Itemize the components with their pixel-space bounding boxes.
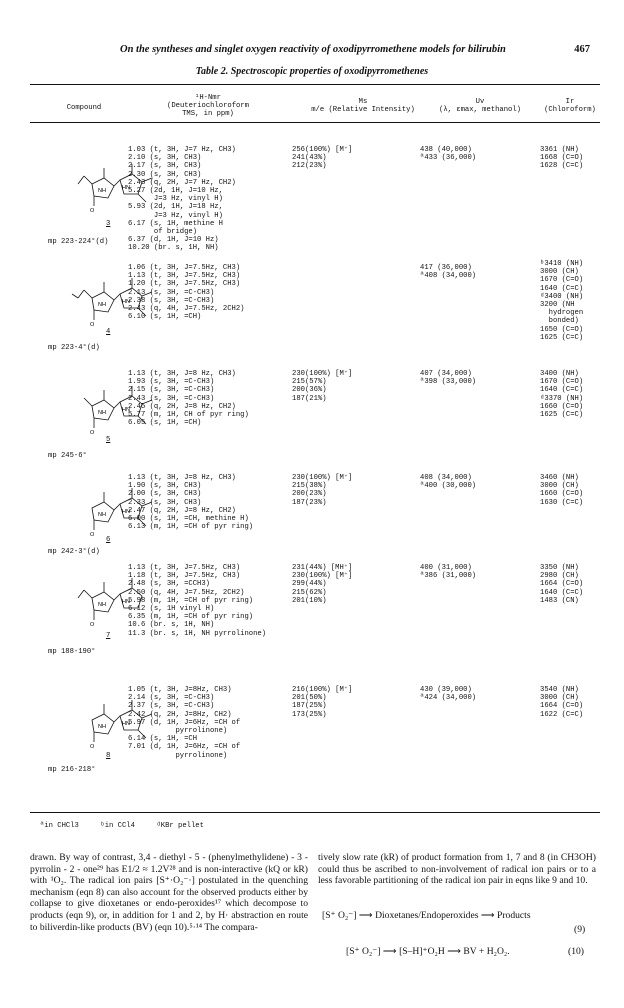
svg-text:NH: NH [98,512,106,518]
table-row [30,260,600,360]
ms-data: 230(100%) [M⁺] 215(38%) 200(23%) 187(23%) [292,474,353,507]
svg-text:NH: NH [98,602,106,608]
ms-data: 256(100%) [M⁺] 241(43%) 212(23%) [292,146,353,171]
page-number: 467 [574,44,590,55]
table-top-rule [30,84,600,85]
melting-point: mp 245-6° [48,452,87,460]
uv-data: 430 (39,000) ª424 (34,000) [420,686,477,703]
uv-data: 400 (31,000) ª386 (31,000) [420,564,477,581]
compound-number: 8 [106,752,111,760]
running-title: On the syntheses and singlet oxygen reactivity of oxodipyrromethene models for bilirubin [120,44,506,55]
table-bottom-rule [30,812,600,813]
nmr-data: 1.03 (t, 3H, J=7 Hz, CH3) 2.10 (s, 3H, CH3) 2.17 (s, 3H, CH3) 2.30 (s, 3H, CH3) 2.43 (q, 2H, J=7 Hz, CH2) 5.27 (2d, 1H, J=10 Hz, J=3 Hz, vinyl H) 5.93 (2d, 1H, J=18 Hz, J=3 Hz, vinyl H) 6.17 (s, 1H, methine H of bridge) 6.37 (d, 1H, J=10 Hz) 10.20 (br. s, 1H, NH) [128,146,236,253]
svg-text:HN: HN [122,185,130,191]
compound-number: 7 [106,632,111,640]
col-compound-header: Compound [66,104,102,112]
uv-data: 407 (34,000) ª398 (33,000) [420,370,477,387]
equation-9: [S⁺ O₂⁻] ⟶ Dioxetanes/Endoperoxides ⟶ Products [322,910,531,921]
ir-data: 3400 (NH) 1670 (C=O) 1640 (C=C) ᵈ3370 (NH) 1660 (C=O) 1625 (C=C) [540,370,584,420]
ir-data: 3361 (NH) 1668 (C=O) 1628 (C=C) [540,146,584,171]
svg-text:HN: HN [122,509,130,515]
melting-point: mp 223-4°(d) [48,344,100,352]
svg-text:O: O [90,532,95,536]
table-caption: Table 2. Spectroscopic properties of oxodipyrromethenes [195,66,429,77]
ms-data: 231(44%) [MH⁺] 230(100%) [M⁺] 299(44%) 215(62%) 201(10%) [292,564,353,605]
melting-point: mp 188-190° [48,648,96,656]
ir-data: 3540 (NH) 3000 (CH) 1664 (C=O) 1622 (C=C) [540,686,584,719]
ir-data: ᵇ3410 (NH) 3000 (CH) 1670 (C=O) 1640 (C=C) ᵈ3400 (NH) 3200 (NH hydrogen bonded) 1650 (C=O) 1625 (C=C) [540,260,584,342]
table-header-rule [30,122,600,123]
svg-text:HN: HN [122,407,130,413]
nmr-data: 1.13 (t, 3H, J=7.5Hz, CH3) 1.18 (t, 3H, J=7.5Hz, CH3) 2.48 (s, 3H, =CCH3) 2.50 (q, 4H, J=7.5Hz, 2CH2) 5.98 (m, 1H, =CH of pyr ring) 6.12 (s, 1H vinyl H) 6.35 (m, 1H, =CH of pyr ring) 10.6 (br. s, 1H, NH) 11.3 (br. s, 1H, NH pyrrolinone) [128,564,267,638]
svg-text:O: O [90,208,95,212]
body-text-right: tively slow rate (kR) of product formation from 1, 7 and 8 (in CH3OH) could thus be ascribed to non-involvement of radical ion pairs or to a less favorable partitioning of the radical ion pair in eqns like 9 and 10. [318,852,596,887]
ms-data: 216(100%) [M⁺] 201(50%) 187(25%) 173(25%) [292,686,353,719]
table-row [30,564,600,676]
col-nmr-header: ¹H-Nmr (Deuteriochloroform TMS, in ppm) [167,94,249,119]
svg-text:HN: HN [122,599,130,605]
table-row [30,370,600,466]
svg-text:O: O [90,622,95,626]
ir-data: 3460 (NH) 3000 (CH) 1660 (C=O) 1630 (C=C) [540,474,584,507]
equation-10: [S⁺ O₂⁻] ⟶ [S–H]⁺O₂H ⟶ BV + H₂O₂. [346,946,510,957]
table-row [30,474,600,554]
table-row [30,146,600,256]
uv-data: 408 (34,000) ª400 (30,000) [420,474,477,491]
svg-text:HN: HN [122,299,130,305]
ir-data: 3350 (NH) 2980 (CH) 1664 (C=O) 1640 (C=C) 1483 (CN) [540,564,584,605]
svg-text:NH: NH [98,188,106,194]
equation-9-number: (9) [574,924,586,935]
uv-data: 438 (40,000) ª433 (36,000) [420,146,477,163]
svg-text:O: O [90,430,95,434]
melting-point: mp 216-218° [48,766,96,774]
body-text-left: drawn. By way of contrast, 3,4 - diethyl - 5 - (phenylmethylidene) - 3 - pyrrolin - 2 - one²⁹ has E1/2 ≈ 1.2V²⁸ and is non-interactive (kQ or kR) with ¹O₂. The radical ion pairs [S⁺·O₂⁻·] postulated in the quenching mechanism (eqn 8) can also account for the observed products either by collapse to give dioxetanes or endo-peroxides¹⁷ which decompose to products (eqn 9), or, in addition for 1 and 2, by H· abstraction en route to biliverdin-like products (BV) (eqn 10).⁵·¹⁴ The compara- [30,852,308,933]
compound-number: 6 [106,536,111,544]
svg-text:O: O [90,744,95,748]
equation-10-number: (10) [568,946,584,957]
svg-text:NH: NH [98,302,106,308]
col-ir-header: Ir (Chloroform) [544,98,596,115]
table-row [30,686,600,798]
compound-number: 5 [106,436,111,444]
compound-number: 3 [106,220,111,228]
melting-point: mp 242-3°(d) [48,548,100,556]
svg-text:O: O [90,322,95,326]
svg-text:HN: HN [122,721,130,727]
col-ms-header: Ms m/e (Relative Intensity) [311,98,415,115]
nmr-data: 1.13 (t, 3H, J=8 Hz, CH3) 1.93 (s, 3H, =C-CH3) 2.15 (s, 3H, =C-CH3) 2.43 (s, 3H, =C-CH3) 2.45 (q, 2H, J=8 Hz, CH2) 5.77 (m, 1H, CH of pyr ring) 6.05 (s, 1H, =CH) [128,370,249,428]
nmr-data: 1.05 (t, 3H, J=8Hz, CH3) 2.14 (s, 3H, =C-CH3) 2.37 (s, 3H, =C-CH3) 2.42 (q, 2H, J=8Hz, CH2) 5.97 (d, 1H, J=6Hz, =CH of pyrrolinone) 6.14 (s, 1H, =CH 7.01 (d, 1H, J=6Hz, =CH of pyrrolinone) [128,686,241,760]
table-footnotes: ªin CHCl3 ᵇin CCl4 ᵈKBr pellet [40,822,204,830]
ms-data: 230(100%) [M⁺] 215(57%) 200(36%) 187(21%) [292,370,353,403]
nmr-data: 1.13 (t, 3H, J=8 Hz, CH3) 1.90 (s, 3H, CH3) 2.00 (s, 3H, CH3) 2.33 (s, 3H, CH3) 2.47 (q, 2H, J=8 Hz, CH2) 6.00 (s, 1H, =CH, methine H) 6.13 (m, 1H, =CH of pyr ring) [128,474,254,532]
svg-text:NH: NH [98,410,106,416]
compound-number: 4 [106,328,111,336]
uv-data: 417 (36,000) ª408 (34,000) [420,264,477,281]
nmr-data: 1.06 (t, 3H, J=7.5Hz, CH3) 1.13 (t, 3H, J=7.5Hz, CH3) 1.20 (t, 3H, J=7.5Hz, CH3) 2.13 (s, 3H, =C-CH3) 2.38 (s, 3H, =C-CH3) 2.43 (q, 4H, J=7.5Hz, 2CH2) 6.10 (s, 1H, =CH) [128,264,245,322]
melting-point: mp 223-224°(d) [48,238,109,246]
svg-text:NH: NH [98,724,106,730]
col-uv-header: Uv (λ, εmax, methanol) [439,98,521,115]
